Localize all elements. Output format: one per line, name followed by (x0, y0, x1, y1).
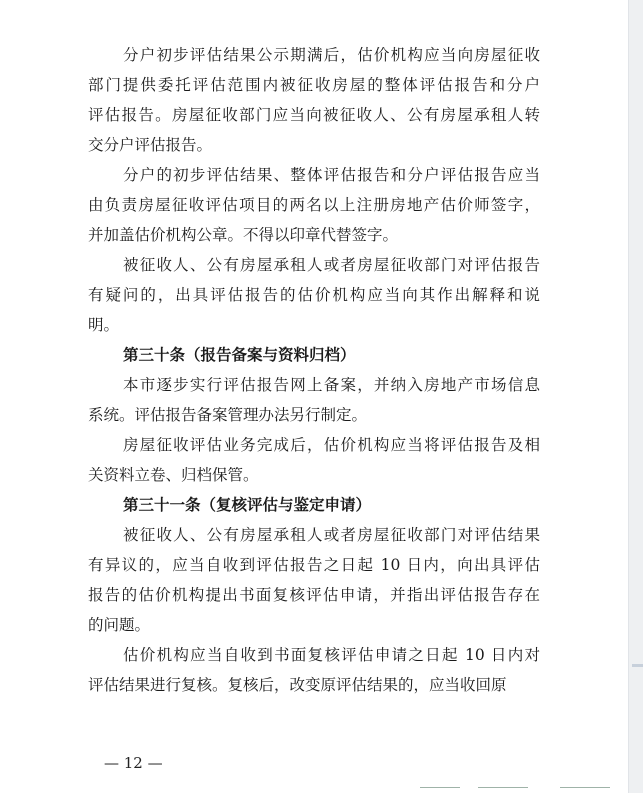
article-heading: 第三十一条（复核评估与鉴定申请） (123, 496, 372, 514)
paragraph-line: 有疑问的，出具评估报告的估价机构应当向其作出解释和说 (88, 286, 540, 304)
scroll-position-marker[interactable] (632, 664, 643, 667)
taskbar-item[interactable] (420, 787, 460, 793)
paragraph-line: 并加盖估价机构公章。不得以印章代替签字。 (88, 226, 399, 244)
paragraph-line: 评估结果进行复核。复核后，改变原评估结果的，应当收回原 (88, 676, 507, 694)
paragraph-line: 明。 (88, 316, 120, 334)
paragraph-line: 分户初步评估结果公示期满后，估价机构应当向房屋征收 (123, 46, 540, 64)
paragraph-line: 系统。评估报告备案管理办法另行制定。 (88, 406, 368, 424)
paragraph-line: 评估报告。房屋征收部门应当向被征收人、公有房屋承租人转 (88, 106, 540, 124)
paragraph-line: 的问题。 (88, 616, 151, 634)
taskbar-item[interactable] (478, 787, 528, 793)
paragraph-line: 关资料立卷、归档保管。 (88, 466, 259, 484)
paragraph-line: 由负责房屋征收评估项目的两名以上注册房地产估价师签字， (88, 196, 540, 214)
paragraph-line: 有异议的，应当自收到评估报告之日起 10 日内，向出具评估 (88, 556, 540, 574)
paragraph-line: 部门提供委托评估范围内被征收房屋的整体评估报告和分户 (88, 76, 540, 94)
paragraph-line: 被征收人、公有房屋承租人或者房屋征收部门对评估报告 (123, 256, 540, 274)
paragraph-line: 交分户评估报告。 (88, 136, 213, 154)
article-heading: 第三十条（报告备案与资料归档） (123, 346, 356, 364)
paragraph-line: 本市逐步实行评估报告网上备案，并纳入房地产市场信息 (123, 376, 540, 394)
paragraph-line: 被征收人、公有房屋承租人或者房屋征收部门对评估结果 (123, 526, 540, 544)
paragraph-line: 报告的估价机构提出书面复核评估申请，并指出评估报告存在 (88, 586, 540, 604)
paragraph-line: 估价机构应当自收到书面复核评估申请之日起 10 日内对 (123, 646, 540, 664)
taskbar-edge (400, 787, 628, 793)
taskbar-item[interactable] (560, 787, 610, 793)
page-number: — 12 — (104, 754, 163, 772)
document-body (88, 40, 540, 700)
paragraph-line: 分户的初步评估结果、整体评估报告和分户评估报告应当 (123, 166, 540, 184)
paragraph-line: 房屋征收评估业务完成后，估价机构应当将评估报告及相 (123, 436, 540, 454)
viewer-scroll-strip[interactable] (628, 0, 643, 793)
